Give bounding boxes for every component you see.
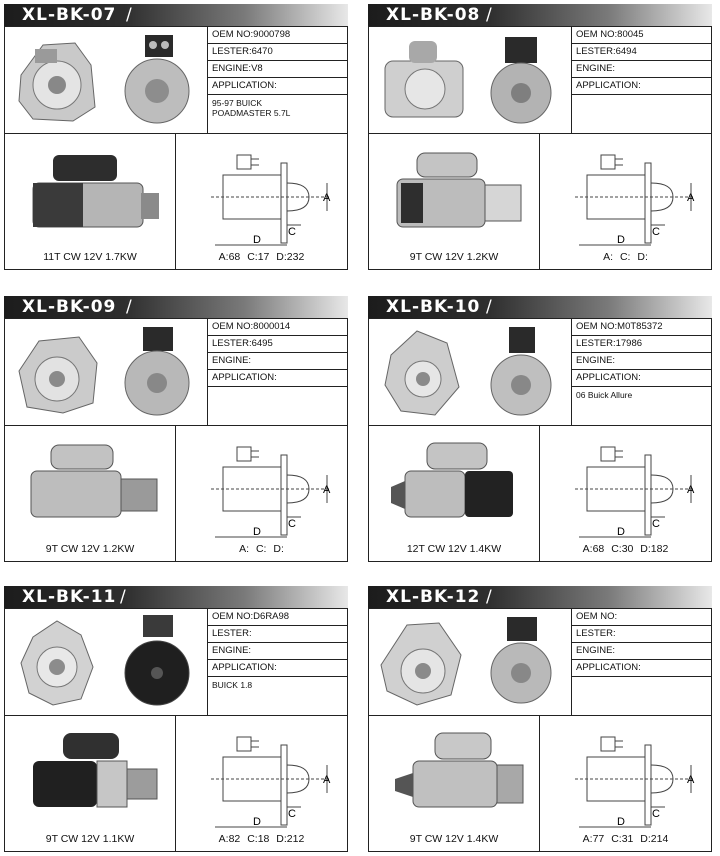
dimension-values: A: C: D:: [603, 251, 648, 263]
diagram-label-d: D: [253, 234, 261, 246]
header-slash: /: [486, 5, 493, 25]
lester-row: LESTER:6495: [208, 336, 347, 353]
card-header: [4, 4, 348, 26]
product-code: XL-BK-07: [22, 5, 117, 25]
card-frame: [368, 608, 712, 852]
diagram-label-c: C: [652, 226, 660, 238]
application-row: APPLICATION:: [572, 660, 711, 677]
dimension-diagram: [201, 445, 341, 541]
application-value: [572, 677, 711, 683]
spec-table: [572, 319, 711, 403]
product-code: XL-BK-08: [386, 5, 481, 25]
header-slash: /: [126, 297, 133, 317]
diagram-label-d: D: [617, 234, 625, 246]
diagram-label-d: D: [617, 526, 625, 538]
starter-side-photo: [387, 727, 527, 819]
spec-table: [572, 609, 711, 683]
diagram-label-c: C: [652, 518, 660, 530]
starter-front-photo: [13, 327, 103, 417]
product-code: XL-BK-09: [22, 297, 117, 317]
card-header: [368, 586, 712, 608]
card-header: [4, 586, 348, 608]
engine-row: ENGINE:: [572, 61, 711, 78]
diagram-label-a: A: [323, 774, 331, 786]
product-code: XL-BK-12: [386, 587, 481, 607]
engine-row: ENGINE:: [572, 353, 711, 370]
spec-table: [572, 27, 711, 101]
diagram-label-c: C: [652, 808, 660, 820]
dimension-values: A: C: D:: [239, 543, 284, 555]
dimension-diagram: [565, 153, 705, 249]
diagram-label-c: C: [288, 518, 296, 530]
starter-front-photo: [377, 615, 467, 709]
lester-row: LESTER:: [208, 626, 347, 643]
application-value: 06 Buick Allure: [576, 390, 633, 400]
oem-row: OEM NO:8000014: [208, 319, 347, 336]
starter-side-photo: [23, 727, 163, 819]
starter-rear-photo: [117, 323, 197, 419]
diagram-label-d: D: [253, 816, 261, 828]
application-row: APPLICATION:: [208, 660, 347, 677]
spec-table: [208, 609, 347, 693]
card-frame: [4, 608, 348, 852]
application-value: [572, 95, 711, 101]
starter-rear-photo: [481, 33, 561, 127]
product-code: XL-BK-10: [386, 297, 481, 317]
dimension-values: A:68 C:30 D:182: [582, 543, 669, 555]
spec-caption: 12T CW 12V 1.4KW: [406, 543, 502, 555]
starter-side-photo: [23, 439, 163, 529]
application-row: APPLICATION:: [572, 370, 711, 387]
oem-row: OEM NO:: [572, 609, 711, 626]
starter-side-photo: [387, 147, 527, 237]
diagram-label-a: A: [687, 192, 695, 204]
product-card-4: [368, 296, 712, 562]
card-frame: [4, 318, 348, 562]
diagram-label-d: D: [617, 816, 625, 828]
engine-row: ENGINE:: [208, 643, 347, 660]
engine-row: ENGINE:: [208, 353, 347, 370]
spec-caption: 9T CW 12V 1.1KW: [45, 833, 135, 845]
product-card-1: [4, 4, 348, 270]
lester-row: LESTER:6494: [572, 44, 711, 61]
product-card-6: [368, 586, 712, 852]
diagram-label-a: A: [323, 192, 331, 204]
spec-caption: 11T CW 12V 1.7KW: [43, 251, 137, 263]
starter-front-photo: [377, 325, 467, 419]
starter-front-photo: [379, 35, 469, 125]
starter-side-photo: [387, 437, 527, 529]
engine-row: ENGINE:: [572, 643, 711, 660]
spec-caption: 9T CW 12V 1.2KW: [409, 251, 499, 263]
card-frame: [368, 26, 712, 270]
dimension-diagram: [565, 735, 705, 831]
card-header: [368, 296, 712, 318]
starter-rear-photo: [481, 323, 561, 419]
dimension-values: A:77 C:31 D:214: [582, 833, 669, 845]
card-header: [368, 4, 712, 26]
lester-row: LESTER:6470: [208, 44, 347, 61]
diagram-label-c: C: [288, 808, 296, 820]
spec-table: [208, 319, 347, 393]
spec-caption: 9T CW 12V 1.2KW: [45, 543, 135, 555]
dimension-values: A:82 C:18 D:212: [218, 833, 305, 845]
starter-side-photo: [23, 147, 163, 237]
dimension-diagram: [201, 735, 341, 831]
product-card-3: [4, 296, 348, 562]
application-row: APPLICATION:: [208, 78, 347, 95]
starter-rear-photo: [117, 613, 197, 709]
application-value: [208, 387, 347, 393]
diagram-label-a: A: [687, 774, 695, 786]
starter-front-photo: [13, 615, 103, 709]
oem-row: OEM NO:9000798: [208, 27, 347, 44]
header-slash: /: [486, 297, 493, 317]
spec-caption: 9T CW 12V 1.4KW: [409, 833, 499, 845]
oem-row: OEM NO:80045: [572, 27, 711, 44]
lester-row: LESTER:: [572, 626, 711, 643]
card-frame: [4, 26, 348, 270]
product-code: XL-BK-11: [22, 587, 117, 607]
starter-front-photo: [13, 35, 103, 125]
dimension-diagram: [201, 153, 341, 249]
card-header: [4, 296, 348, 318]
product-card-2: [368, 4, 712, 270]
card-frame: [368, 318, 712, 562]
application-row: APPLICATION:: [208, 370, 347, 387]
application-value: BUICK 1.8: [212, 680, 253, 690]
oem-row: OEM NO:D6RA98: [208, 609, 347, 626]
application-row: APPLICATION:: [572, 78, 711, 95]
product-card-5: [4, 586, 348, 852]
oem-row: OEM NO:M0T85372: [572, 319, 711, 336]
diagram-label-c: C: [288, 226, 296, 238]
header-slash: /: [126, 5, 133, 25]
application-value: 95-97 BUICK POADMASTER 5.7L: [212, 98, 291, 118]
starter-rear-photo: [481, 613, 561, 709]
header-slash: /: [486, 587, 493, 607]
diagram-label-a: A: [687, 484, 695, 496]
lester-row: LESTER:17986: [572, 336, 711, 353]
diagram-label-d: D: [253, 526, 261, 538]
dimension-values: A:68 C:17 D:232: [218, 251, 305, 263]
diagram-label-a: A: [323, 484, 331, 496]
header-slash: /: [120, 587, 127, 607]
engine-row: ENGINE:V8: [208, 61, 347, 78]
spec-table: [208, 27, 347, 121]
dimension-diagram: [565, 445, 705, 541]
starter-rear-photo: [117, 31, 197, 127]
